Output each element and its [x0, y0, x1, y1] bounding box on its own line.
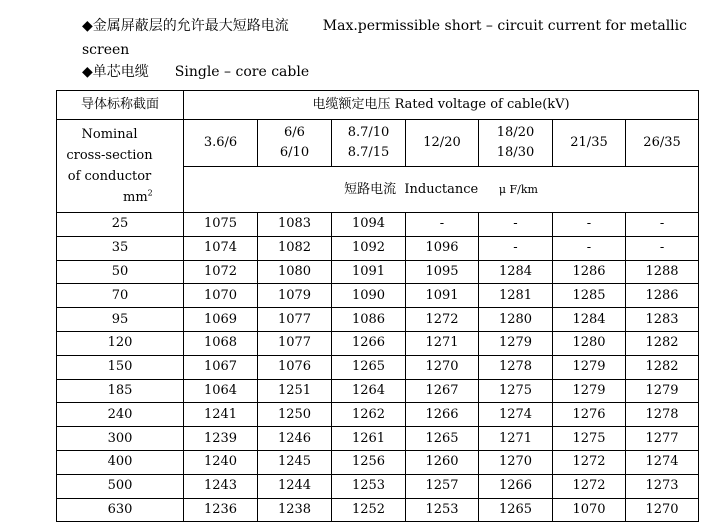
value-cell: 1064 — [184, 379, 258, 403]
voltage-col-2 — [332, 120, 406, 167]
voltage-col-6 — [626, 120, 699, 167]
heading-continuation — [82, 41, 129, 59]
conductor-size-cell: 630 — [57, 498, 184, 522]
value-cell: 1274 — [479, 403, 553, 427]
value-cell: 1236 — [184, 498, 258, 522]
value-cell: 1243 — [184, 474, 258, 498]
value-cell: 1274 — [626, 450, 699, 474]
voltage-col-3 — [406, 120, 479, 167]
header-en-line3: of conductor — [67, 169, 152, 184]
value-cell: 1264 — [332, 379, 406, 403]
value-cell: 1267 — [406, 379, 479, 403]
value-cell: 1245 — [258, 450, 332, 474]
value-cell: 1091 — [332, 260, 406, 284]
conductor-size-cell: 500 — [57, 474, 184, 498]
heading2-cn: 单芯电缆 — [92, 64, 149, 80]
value-cell: 1253 — [406, 498, 479, 522]
value-cell: 1241 — [184, 403, 258, 427]
value-cell: 1262 — [332, 403, 406, 427]
voltage-line1: 8.7/10 — [347, 125, 390, 140]
value-cell: 1067 — [184, 355, 258, 379]
header-unit-sup: 2 — [147, 188, 153, 198]
voltage-line2: 6/10 — [279, 145, 310, 160]
value-cell: 1265 — [479, 498, 553, 522]
value-cell: 1083 — [258, 213, 332, 237]
value-cell: 1276 — [553, 403, 626, 427]
value-cell: 1266 — [406, 403, 479, 427]
short-circuit-table — [56, 90, 699, 522]
conductor-size-cell: 25 — [57, 213, 184, 237]
voltage-line1: 21/35 — [570, 135, 608, 150]
table-row — [57, 498, 699, 522]
voltage-line1: 12/20 — [423, 135, 461, 150]
value-cell: - — [553, 213, 626, 237]
value-cell: 1239 — [184, 427, 258, 451]
voltage-line1: 18/20 — [496, 125, 535, 140]
value-cell: 1077 — [258, 331, 332, 355]
subheader-cn: 短路电流 — [344, 181, 397, 197]
bullet-icon: ◆ — [82, 18, 93, 34]
voltage-line1: 6/6 — [284, 125, 305, 140]
value-cell: 1265 — [332, 355, 406, 379]
value-cell: 1086 — [332, 308, 406, 332]
subheader-unit: μ F/km — [498, 182, 538, 196]
value-cell: 1270 — [479, 450, 553, 474]
table-row — [57, 331, 699, 355]
value-cell: 1252 — [332, 498, 406, 522]
value-cell: 1082 — [258, 236, 332, 260]
conductor-size-cell: 300 — [57, 427, 184, 451]
value-cell: 1266 — [479, 474, 553, 498]
value-cell: 1282 — [626, 355, 699, 379]
value-cell: 1074 — [184, 236, 258, 260]
conductor-size-cell: 35 — [57, 236, 184, 260]
value-cell: 1279 — [479, 331, 553, 355]
voltage-line1: 3.6/6 — [203, 135, 238, 150]
value-cell: 1279 — [626, 379, 699, 403]
value-cell: 1250 — [258, 403, 332, 427]
value-cell: 1094 — [332, 213, 406, 237]
value-cell: 1278 — [626, 403, 699, 427]
value-cell: 1275 — [553, 427, 626, 451]
table-row — [57, 308, 699, 332]
value-cell: 1076 — [258, 355, 332, 379]
value-cell: 1272 — [553, 450, 626, 474]
conductor-size-cell: 185 — [57, 379, 184, 403]
value-cell: 1068 — [184, 331, 258, 355]
value-cell: 1273 — [626, 474, 699, 498]
voltage-header: 电缆额定电压 Rated voltage of cable(kV) — [184, 91, 699, 120]
value-cell: 1271 — [406, 331, 479, 355]
value-cell: - — [479, 236, 553, 260]
value-cell: 1069 — [184, 308, 258, 332]
heading-single-core — [82, 63, 309, 81]
conductor-size-cell: 400 — [57, 450, 184, 474]
table-row — [57, 213, 699, 237]
value-cell: 1075 — [184, 213, 258, 237]
value-cell: 1283 — [626, 308, 699, 332]
header-unit-mm: mm — [123, 190, 148, 205]
heading-en-cont: screen — [82, 42, 130, 58]
table-row — [57, 260, 699, 284]
bullet-icon: ◆ — [82, 64, 93, 80]
value-cell: 1272 — [553, 474, 626, 498]
table-row — [57, 403, 699, 427]
conductor-size-cell: 95 — [57, 308, 184, 332]
value-cell: - — [626, 236, 699, 260]
value-cell: 1285 — [553, 284, 626, 308]
value-cell: 1271 — [479, 427, 553, 451]
value-cell: 1257 — [406, 474, 479, 498]
value-cell: 1240 — [184, 450, 258, 474]
conductor-size-cell: 150 — [57, 355, 184, 379]
header-unit — [57, 187, 183, 208]
heading-metallic-screen — [82, 17, 687, 35]
conductor-size-cell: 70 — [57, 284, 184, 308]
conductor-section-header-en — [57, 120, 184, 213]
voltage-col-1 — [258, 120, 332, 167]
subheader-en: Inductance — [404, 181, 479, 197]
value-cell: 1280 — [479, 308, 553, 332]
value-cell: 1266 — [332, 331, 406, 355]
value-cell: 1270 — [406, 355, 479, 379]
value-cell: 1281 — [479, 284, 553, 308]
value-cell: 1090 — [332, 284, 406, 308]
value-cell: 1278 — [479, 355, 553, 379]
value-cell: 1286 — [553, 260, 626, 284]
value-cell: 1246 — [258, 427, 332, 451]
table-row — [57, 379, 699, 403]
value-cell: 1279 — [553, 379, 626, 403]
value-cell: 1270 — [626, 498, 699, 522]
heading-en: Max.permissible short – circuit current for metallic — [322, 18, 687, 34]
value-cell: 1256 — [332, 450, 406, 474]
value-cell: 1288 — [626, 260, 699, 284]
value-cell: 1265 — [406, 427, 479, 451]
value-cell: 1092 — [332, 236, 406, 260]
value-cell: 1275 — [479, 379, 553, 403]
conductor-size-cell: 50 — [57, 260, 184, 284]
value-cell: 1282 — [626, 331, 699, 355]
voltage-col-4 — [479, 120, 553, 167]
value-cell: 1272 — [406, 308, 479, 332]
conductor-size-cell: 240 — [57, 403, 184, 427]
value-cell: 1284 — [479, 260, 553, 284]
value-cell: 1261 — [332, 427, 406, 451]
table-row — [57, 236, 699, 260]
inductance-subheader — [184, 167, 699, 213]
value-cell: 1072 — [184, 260, 258, 284]
value-cell: 1286 — [626, 284, 699, 308]
conductor-section-header-cn: 导体标称截面 — [57, 91, 184, 120]
value-cell: 1277 — [626, 427, 699, 451]
value-cell: - — [479, 213, 553, 237]
value-cell: 1080 — [258, 260, 332, 284]
voltage-col-5 — [553, 120, 626, 167]
value-cell: 1244 — [258, 474, 332, 498]
table-row — [57, 450, 699, 474]
table-row — [57, 284, 699, 308]
value-cell: 1280 — [553, 331, 626, 355]
voltage-line2: 18/30 — [496, 145, 535, 160]
voltage-line1: 26/35 — [643, 135, 681, 150]
value-cell: 1279 — [553, 355, 626, 379]
heading-cn: 金属屏蔽层的允许最大短路电流 — [92, 18, 289, 34]
value-cell: 1251 — [258, 379, 332, 403]
value-cell: 1070 — [184, 284, 258, 308]
value-cell: - — [406, 213, 479, 237]
value-cell: 1096 — [406, 236, 479, 260]
conductor-size-cell: 120 — [57, 331, 184, 355]
value-cell: 1260 — [406, 450, 479, 474]
value-cell: 1091 — [406, 284, 479, 308]
table-row — [57, 355, 699, 379]
value-cell: 1095 — [406, 260, 479, 284]
value-cell: 1079 — [258, 284, 332, 308]
table-row — [57, 427, 699, 451]
voltage-col-0 — [184, 120, 258, 167]
table-row — [57, 474, 699, 498]
value-cell: 1070 — [553, 498, 626, 522]
value-cell: - — [626, 213, 699, 237]
value-cell: - — [553, 236, 626, 260]
voltage-line2: 8.7/15 — [347, 145, 390, 160]
header-en-line2: cross-section — [66, 148, 153, 163]
value-cell: 1284 — [553, 308, 626, 332]
value-cell: 1253 — [332, 474, 406, 498]
value-cell: 1077 — [258, 308, 332, 332]
value-cell: 1238 — [258, 498, 332, 522]
heading2-en: Single – core cable — [174, 64, 310, 80]
header-en-line1: Nominal — [81, 127, 138, 142]
